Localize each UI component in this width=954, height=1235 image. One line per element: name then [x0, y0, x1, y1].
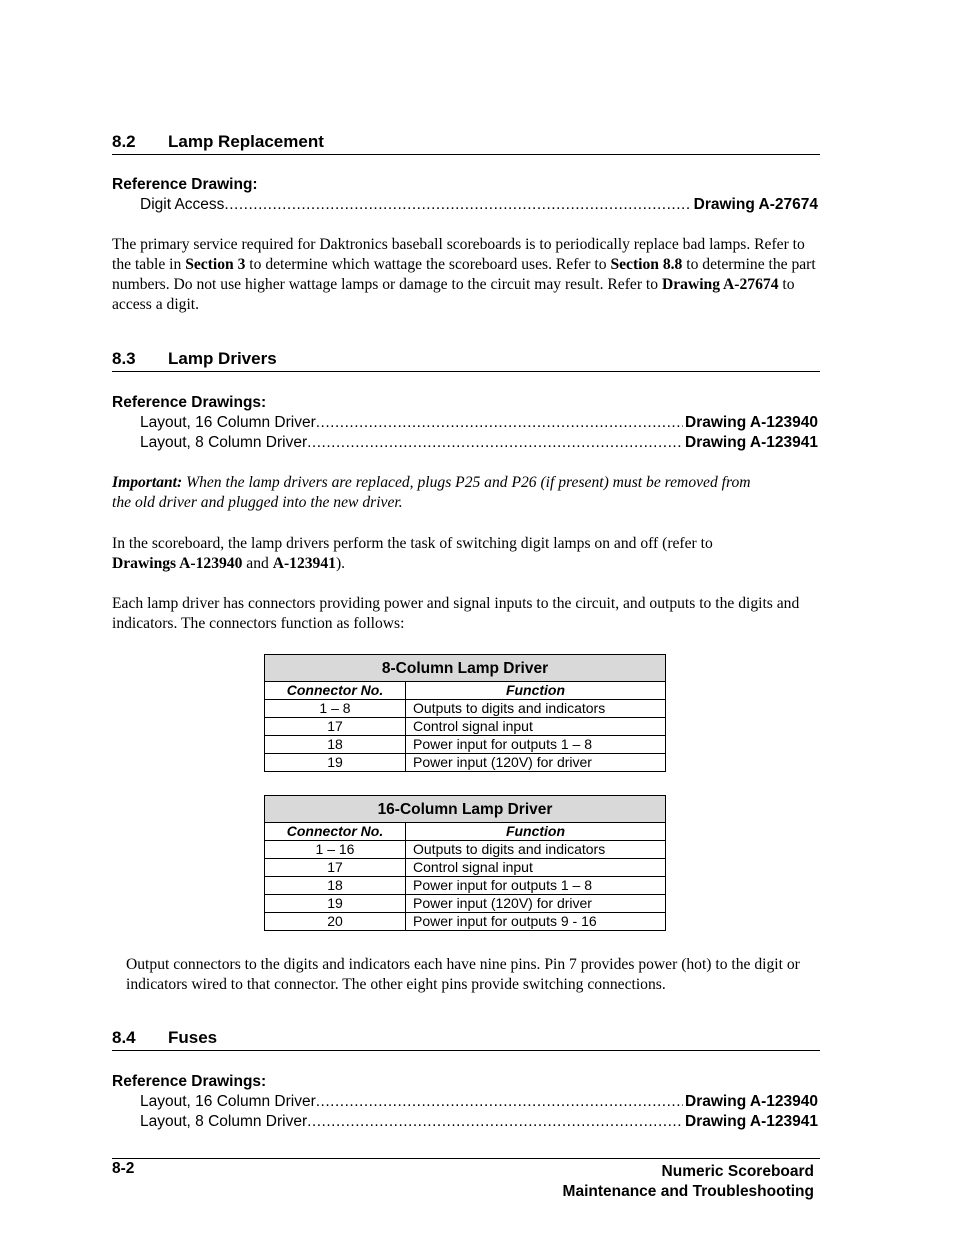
section-heading-8-2 [112, 132, 820, 155]
table-row: 17 Control signal input [265, 718, 666, 736]
section-heading-8-4 [112, 1028, 820, 1051]
reference-heading: Reference Drawings: [112, 1073, 267, 1090]
paragraph-connectors: Each lamp driver has connectors providing power and signal inputs to the circuit, and outputs to the digits and indicators. The connectors function as follows: [112, 595, 800, 632]
page-number: 8-2 [112, 1160, 135, 1177]
paragraph-output-connectors: Output connectors to the digits and indicators each have nine pins. Pin 7 provides power (hot) to the digit or indicators wired to that connector. The other eight pins provide switching connections. [126, 956, 800, 993]
section-title: Lamp Replacement [168, 132, 324, 151]
column-header: Connector No. [265, 823, 406, 841]
table-row: 19 Power input (120V) for driver [265, 754, 666, 772]
reference-label: Layout, 8 Column Driver [140, 1113, 308, 1130]
table-title: 8-Column Lamp Driver [265, 655, 666, 682]
column-header: Function [406, 682, 666, 700]
section-number: 8.3 [112, 349, 136, 368]
leader-dots [224, 196, 691, 214]
section-number: 8.2 [112, 132, 136, 151]
footer-title-line2: Maintenance and Troubleshooting [562, 1183, 814, 1200]
important-note: Important: When the lamp drivers are replaced, plugs P25 and P26 (if present) must be removed from the old driver and plugged into the new driver. [112, 474, 751, 511]
section-title: Fuses [168, 1028, 218, 1047]
reference-row [140, 1113, 818, 1131]
footer-title-line1: Numeric Scoreboard [661, 1163, 814, 1180]
table-row: 1 – 8 Outputs to digits and indicators [265, 700, 666, 718]
table-row: 18 Power input for outputs 1 – 8 [265, 877, 666, 895]
leader-dots [316, 1093, 683, 1111]
reference-drawing: Drawing A-123941 [685, 1113, 818, 1130]
reference-row [140, 1093, 818, 1111]
reference-label: Digit Access [140, 196, 225, 213]
reference-label: Layout, 16 Column Driver [140, 414, 316, 431]
reference-drawing: Drawing A-27674 [693, 196, 818, 213]
reference-label: Layout, 8 Column Driver [140, 434, 308, 451]
reference-row [140, 196, 818, 214]
table-row: 18 Power input for outputs 1 – 8 [265, 736, 666, 754]
reference-row [140, 414, 818, 432]
table-row: 20 Power input for outputs 9 - 16 [265, 913, 666, 931]
table-16-column-lamp-driver [264, 795, 666, 931]
paragraph-lamp-replacement: The primary service required for Daktronics baseball scoreboards is to periodically replace bad lamps. Refer to the table in Section 3 to determine which wattage the scoreboard uses. Refer to Section 8.8 to determine the part numbers. Do not use higher wattage lamps or damage to the circuit may result. Refer to Drawing A-27674 to access a digit. [112, 236, 816, 313]
reference-drawing: Drawing A-123940 [685, 1093, 818, 1110]
reference-label: Layout, 16 Column Driver [140, 1093, 316, 1110]
table-row: 17 Control signal input [265, 859, 666, 877]
column-header: Function [406, 823, 666, 841]
paragraph-lamp-drivers: In the scoreboard, the lamp drivers perform the task of switching digit lamps on and off (refer to Drawings A-123940 and A-123941). [112, 535, 713, 572]
section-number: 8.4 [112, 1028, 136, 1047]
section-heading-8-3 [112, 349, 820, 372]
leader-dots [307, 434, 683, 452]
reference-drawing: Drawing A-123941 [685, 434, 818, 451]
section-title: Lamp Drivers [168, 349, 277, 368]
reference-heading: Reference Drawing: [112, 176, 258, 193]
table-row: 19 Power input (120V) for driver [265, 895, 666, 913]
reference-drawing: Drawing A-123940 [685, 414, 818, 431]
table-title: 16-Column Lamp Driver [265, 796, 666, 823]
reference-heading: Reference Drawings: [112, 394, 267, 411]
table-row: 1 – 16 Outputs to digits and indicators [265, 841, 666, 859]
leader-dots [316, 414, 683, 432]
leader-dots [307, 1113, 683, 1131]
reference-row [140, 434, 818, 452]
important-label: Important: [112, 474, 183, 491]
table-8-column-lamp-driver [264, 654, 666, 772]
footer-rule [112, 1158, 820, 1159]
column-header: Connector No. [265, 682, 406, 700]
footer-title [563, 1162, 814, 1202]
